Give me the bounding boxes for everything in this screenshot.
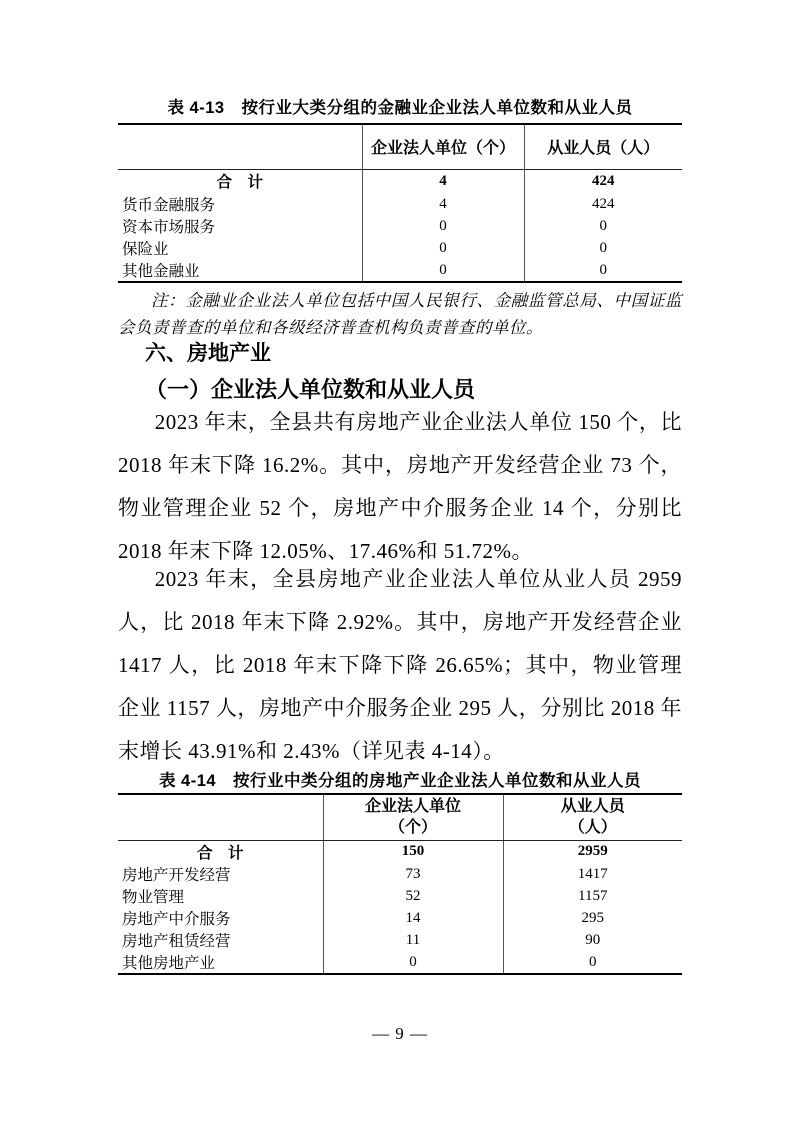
units-header-cell xyxy=(323,794,503,840)
table-4-13-note: 注：金融业企业法人单位包括中国人民银行、金融监管总局、中国证监会负责普查的单位和各级经济普查机构负责普查的单位。 xyxy=(118,291,682,337)
table-row xyxy=(118,215,682,237)
table-row xyxy=(118,863,682,885)
persons-cell: 424 xyxy=(524,193,682,215)
row-label-cell: 合 计 xyxy=(216,174,263,192)
table-row xyxy=(118,237,682,259)
persons-header-cell xyxy=(503,794,682,840)
units-cell: 14 xyxy=(323,907,503,929)
units-header-line1: 企业法人单位 xyxy=(364,798,461,816)
persons-cell: 424 xyxy=(524,169,682,193)
units-header-cell: 企业法人单位（个） xyxy=(362,124,524,169)
row-label-cell: 其他房地产业 xyxy=(122,955,216,972)
persons-header-cell: 从业人员（人） xyxy=(524,124,682,169)
units-cell: 11 xyxy=(323,929,503,951)
paragraph-2: 2023 年末，全县房地产业企业法人单位从业人员 2959 人，比 2018 年末下降 2.92%。其中，房地产开发经营企业 1417 人，比 2018 年末下降下降 26.65%；其中，物业管理企业 1157 人，房地产中介服务企业 295 人，分别比 2018 年末增长 43.91%和 2.43%（详见表 4-14）。 xyxy=(118,567,682,763)
persons-cell: 1417 xyxy=(503,863,682,885)
units-cell: 150 xyxy=(323,840,503,863)
units-cell: 0 xyxy=(362,237,524,259)
row-label-cell: 合 计 xyxy=(196,844,244,862)
units-cell: 0 xyxy=(362,215,524,237)
paragraph-1: 2023 年末，全县共有房地产业企业法人单位 150 个，比 2018 年末下降 16.2%。其中，房地产开发经营企业 73 个，物业管理企业 52 个，房地产中介服务企业 14 个，分别比 2018 年末下降 12.05%、17.46%和 51.72%。 xyxy=(118,410,682,563)
page-number: — 9 — xyxy=(372,1024,428,1043)
table-4-14-title: 表 4-14 按行业中类分组的房地产业企业法人单位数和从业人员 xyxy=(158,772,642,790)
table-header-row xyxy=(118,794,682,840)
persons-header-line2: （人） xyxy=(568,819,617,837)
table-4-13-title: 表 4-13 按行业大类分组的金融业企业法人单位数和从业人员 xyxy=(167,99,633,117)
persons-header-line1: 从业人员 xyxy=(560,798,625,816)
units-cell: 0 xyxy=(362,259,524,282)
units-cell: 4 xyxy=(362,169,524,193)
row-label-cell: 房地产租赁经营 xyxy=(122,933,231,950)
table-row xyxy=(118,929,682,951)
persons-cell: 0 xyxy=(503,951,682,974)
units-header-line2: （个） xyxy=(388,819,437,837)
persons-cell: 1157 xyxy=(503,885,682,907)
row-label-cell: 物业管理 xyxy=(122,889,185,906)
units-cell: 73 xyxy=(323,863,503,885)
empty-header-cell xyxy=(118,794,323,840)
persons-cell: 0 xyxy=(524,259,682,282)
table-row xyxy=(118,907,682,929)
row-label-cell: 房地产开发经营 xyxy=(122,867,231,884)
persons-cell: 0 xyxy=(524,215,682,237)
units-cell: 52 xyxy=(323,885,503,907)
persons-cell: 295 xyxy=(503,907,682,929)
persons-cell: 2959 xyxy=(503,840,682,863)
row-label-cell: 房地产中介服务 xyxy=(122,911,231,928)
table-header-row xyxy=(118,124,682,169)
table-row xyxy=(118,951,682,974)
empty-header-cell xyxy=(118,124,362,169)
persons-cell: 0 xyxy=(524,237,682,259)
row-label-cell: 货币金融服务 xyxy=(122,197,216,214)
units-cell: 0 xyxy=(323,951,503,974)
units-cell: 4 xyxy=(362,193,524,215)
row-label-cell: 其他金融业 xyxy=(122,263,200,280)
row-label-cell: 保险业 xyxy=(122,241,169,258)
table-4-13 xyxy=(118,123,682,283)
table-row-total xyxy=(118,169,682,193)
row-label-cell: 资本市场服务 xyxy=(122,219,216,236)
table-row xyxy=(118,193,682,215)
table-row xyxy=(118,259,682,282)
subsection-heading: （一）企业法人单位数和从业人员 xyxy=(145,377,476,402)
table-row xyxy=(118,885,682,907)
section-heading: 六、房地产业 xyxy=(145,342,271,365)
persons-cell: 90 xyxy=(503,929,682,951)
table-row-total xyxy=(118,840,682,863)
table-4-14 xyxy=(118,793,682,975)
